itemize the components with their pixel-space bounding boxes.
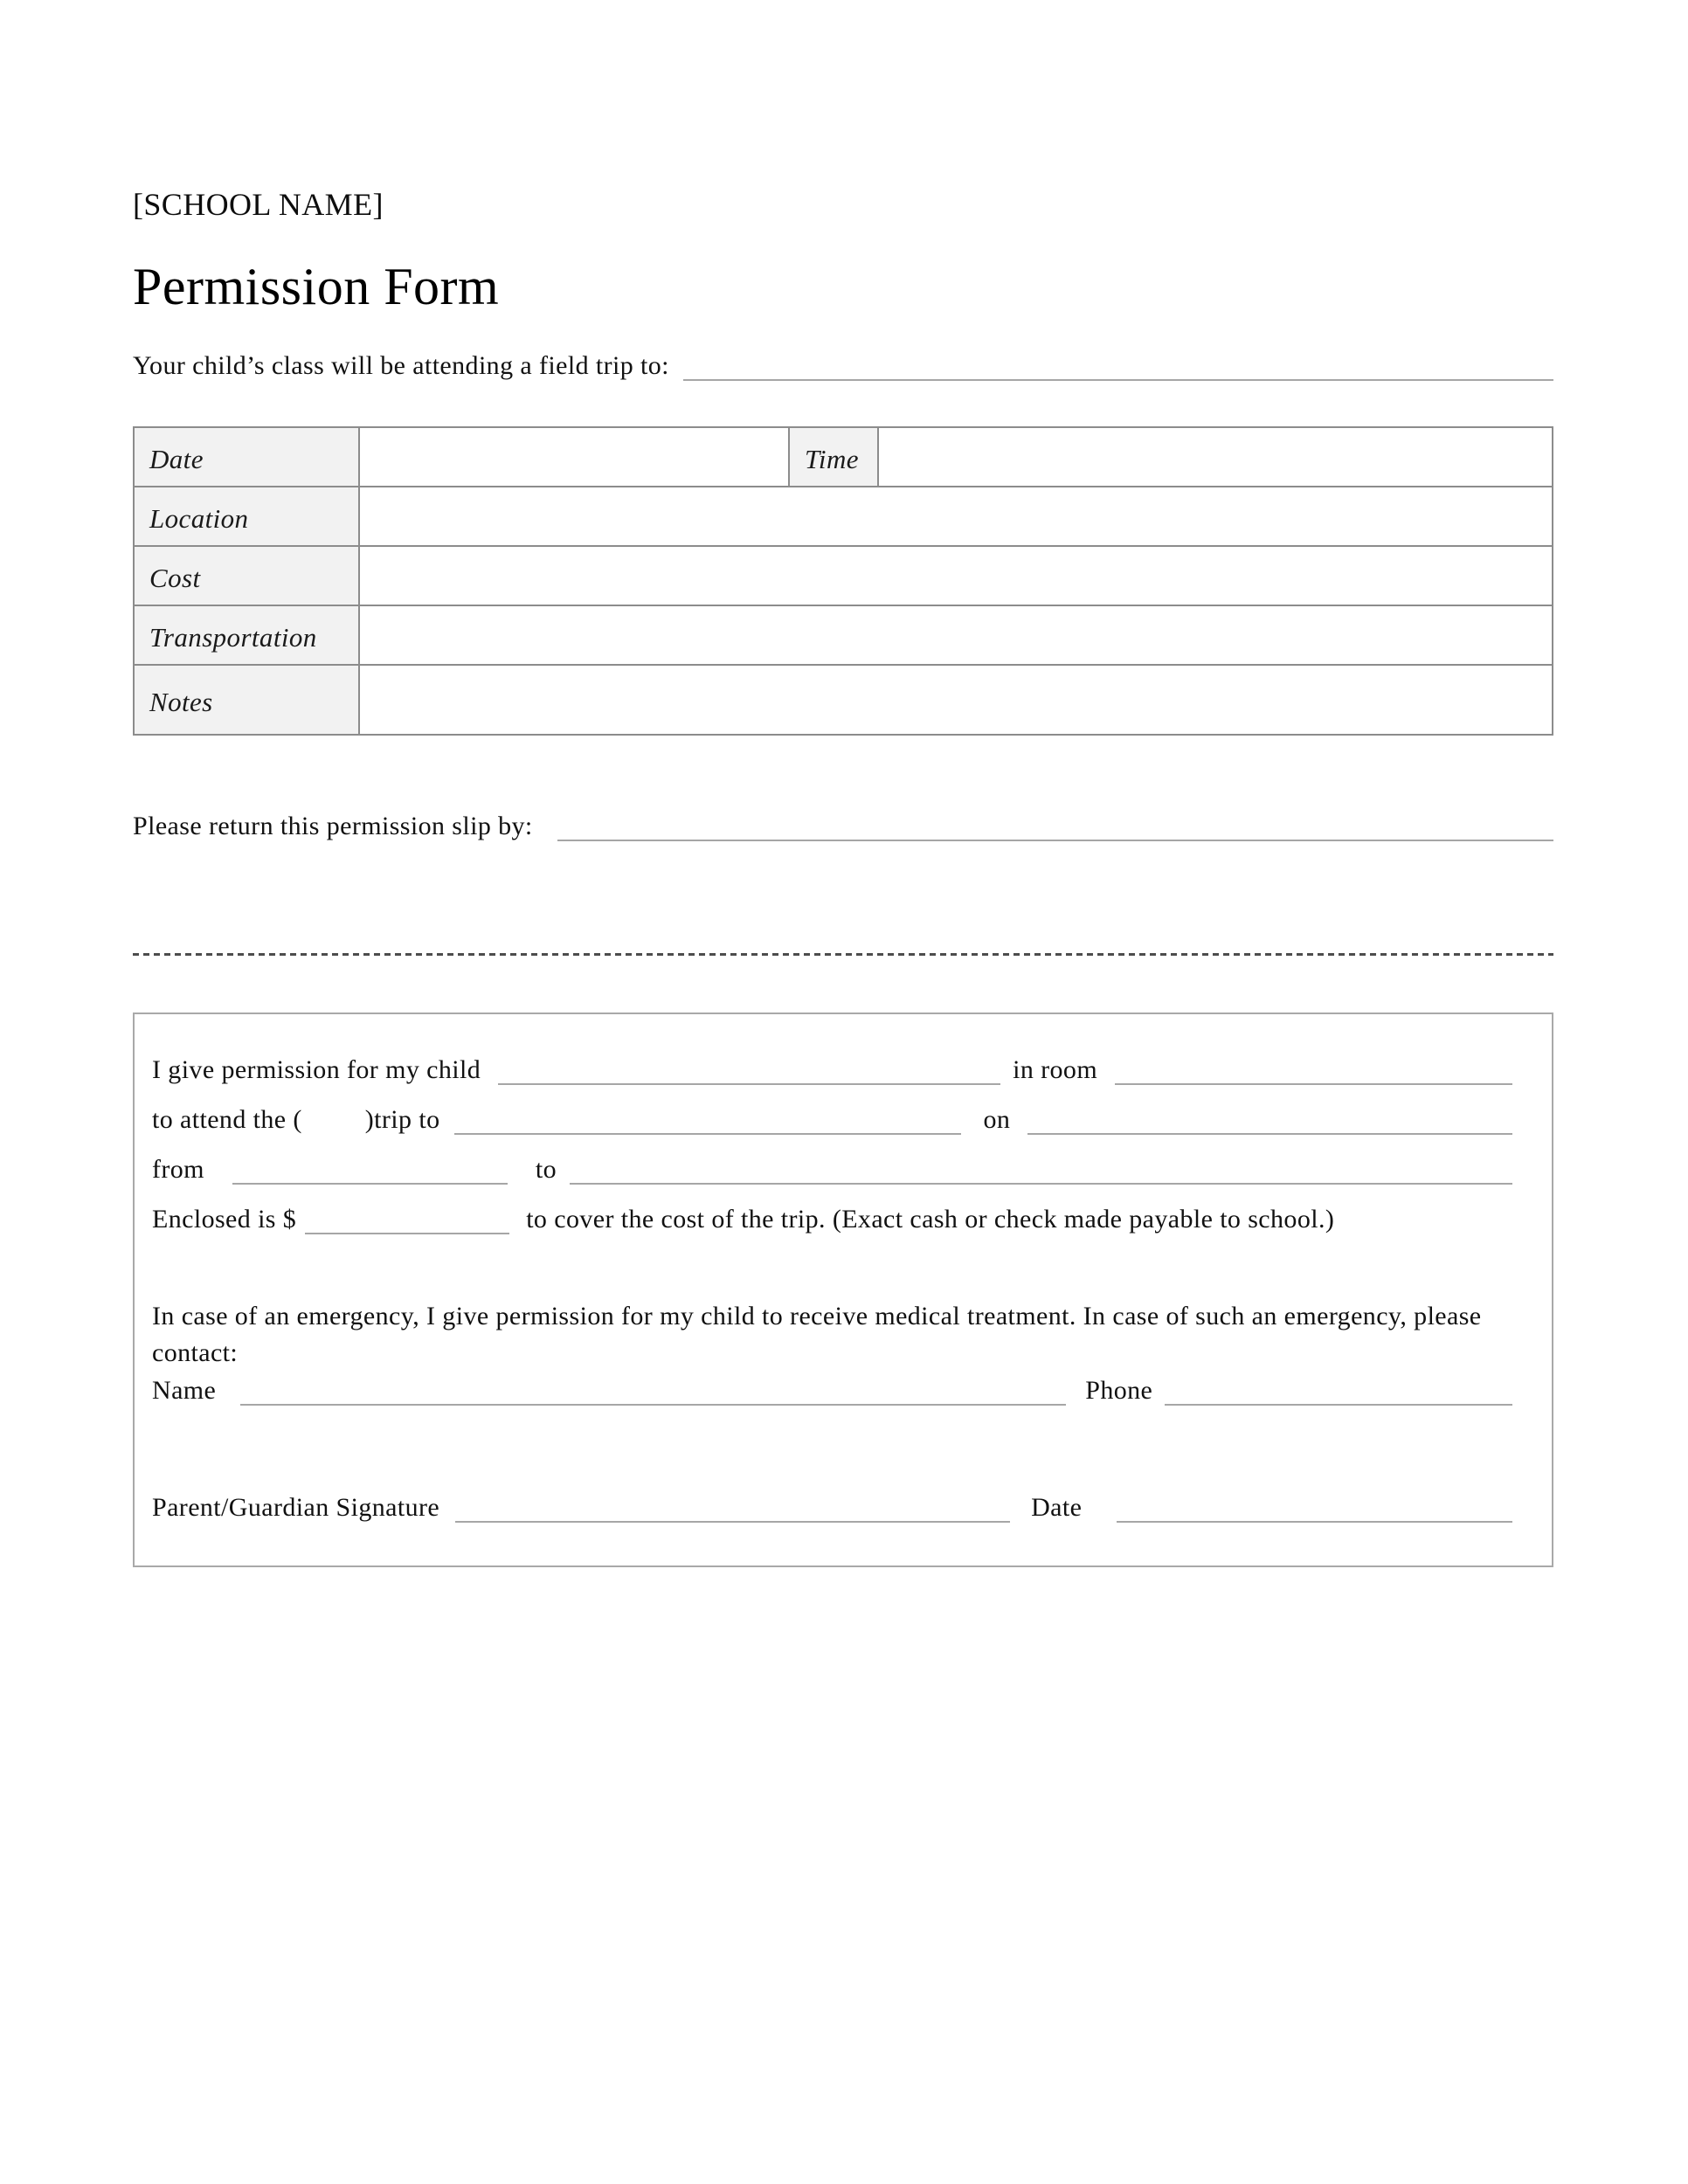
intro-label: Your child’s class will be attending a field trip to: <box>133 351 669 380</box>
intro-line <box>133 349 1553 384</box>
child-name-label: I give permission for my child <box>152 1055 481 1084</box>
emergency-paragraph: In case of an emergency, I give permission for my child to receive medical treatment. In case of such an emergency, please contact: <box>152 1302 1482 1367</box>
contact-phone-label: Phone <box>1085 1376 1153 1405</box>
time-label-cell: Time <box>789 427 878 487</box>
signature-line <box>152 1490 1512 1525</box>
signature-date-blank[interactable] <box>1117 1514 1512 1523</box>
permission-slip-box <box>133 1013 1553 1567</box>
return-line <box>133 809 1553 844</box>
from-label: from <box>152 1155 204 1184</box>
return-date-blank[interactable] <box>557 833 1553 841</box>
trip-type-close-label: )trip to <box>364 1105 440 1134</box>
enclosed-label: Enclosed is $ <box>152 1205 297 1234</box>
cost-label-cell: Cost <box>134 546 359 605</box>
school-name-label: [SCHOOL NAME] <box>133 187 384 222</box>
table-row-cost <box>134 546 1553 605</box>
child-name-blank[interactable] <box>498 1076 1000 1085</box>
transportation-label-cell: Transportation <box>134 605 359 665</box>
contact-name-blank[interactable] <box>240 1397 1066 1406</box>
signature-label: Parent/Guardian Signature <box>152 1493 440 1522</box>
trip-destination-blank[interactable] <box>454 1126 961 1135</box>
child-name-line <box>152 1053 1512 1088</box>
trip-type-blank[interactable] <box>302 1119 365 1128</box>
contact-name-label: Name <box>152 1376 217 1405</box>
transportation-value-cell[interactable] <box>359 605 1553 665</box>
date-value-cell[interactable] <box>359 427 789 487</box>
from-time-blank[interactable] <box>232 1176 508 1185</box>
location-value-cell[interactable] <box>359 487 1553 546</box>
date-label-cell: Date <box>134 427 359 487</box>
return-label: Please return this permission slip by: <box>133 812 533 840</box>
field-trip-destination-blank[interactable] <box>683 372 1553 381</box>
signature-date-label: Date <box>1031 1493 1083 1522</box>
cost-value-cell[interactable] <box>359 546 1553 605</box>
emergency-contact-line <box>152 1373 1512 1408</box>
cost-line <box>152 1202 1512 1237</box>
room-number-blank[interactable] <box>1115 1076 1512 1085</box>
tear-off-divider <box>133 953 1553 956</box>
trip-details-table <box>133 426 1553 736</box>
on-label: on <box>983 1105 1011 1134</box>
trip-type-open-label: to attend the ( <box>152 1105 302 1134</box>
trip-date-blank[interactable] <box>1027 1126 1512 1135</box>
time-value-cell[interactable] <box>878 427 1553 487</box>
contact-phone-blank[interactable] <box>1165 1397 1512 1406</box>
table-row-date-time <box>134 427 1553 487</box>
table-row-notes <box>134 665 1553 735</box>
page-title: Permission Form <box>133 258 500 315</box>
notes-value-cell[interactable] <box>359 665 1553 735</box>
table-row-location <box>134 487 1553 546</box>
time-range-line <box>152 1152 1512 1187</box>
location-label-cell: Location <box>134 487 359 546</box>
in-room-label: in room <box>1013 1055 1098 1084</box>
cost-note-label: to cover the cost of the trip. (Exact cash or check made payable to school.) <box>526 1205 1335 1234</box>
table-row-transportation <box>134 605 1553 665</box>
signature-blank[interactable] <box>455 1514 1010 1523</box>
notes-label-cell: Notes <box>134 665 359 735</box>
trip-line <box>152 1102 1512 1137</box>
amount-blank[interactable] <box>305 1226 509 1234</box>
to-label: to <box>535 1155 557 1184</box>
to-time-blank[interactable] <box>570 1176 1512 1185</box>
